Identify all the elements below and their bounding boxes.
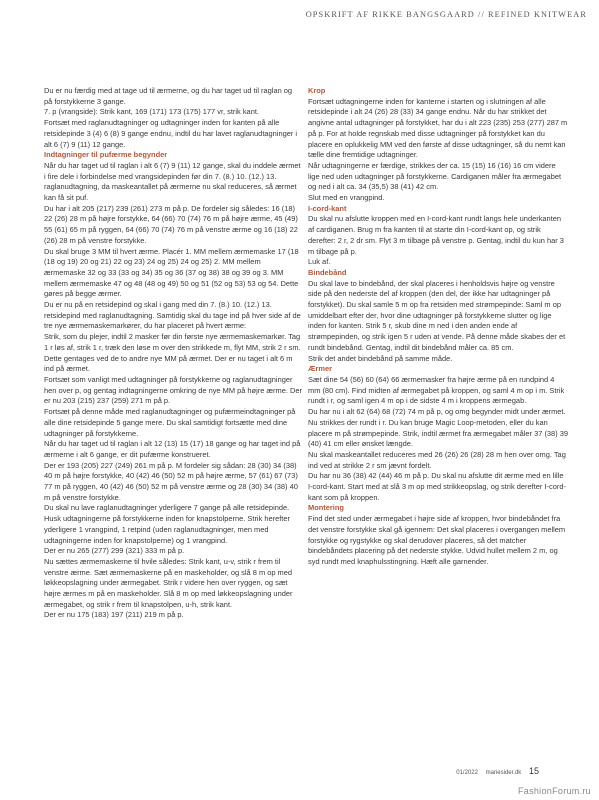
- section-heading: Bindebånd: [308, 267, 347, 277]
- section-heading: Ærmer: [308, 364, 332, 374]
- intro-paragraph: Du er nu færdig med at tage ud til ærmerne, og du har taget ud til raglan og på forstykkerne 3 gange. 7. p (vrangside): Strik kant, 169 (171) 173 (175) 177 vr, strik kant. Fortsæt med raglanudtagninger og udtagninger inden for kanten på alle retsidepinde 3 (4) 6 (8) 9 gange endnu, indtil du har lavet raglanudtagninger i alt 6 (7) 9 (11) 12 gange.: [44, 86, 298, 149]
- page-footer: [456, 766, 539, 776]
- section-heading: I-cord-kant: [308, 203, 347, 213]
- section-heading: Montering: [308, 503, 344, 513]
- section-body: Du skal nu afslutte kroppen med en I-cord-kant rundt langs hele underkanten af cardiganen. Brug m fra kanten til at starte din I-cord-kant op, og strik derefter: 2 r, 2 dr sm. Flyt 3 m tilbage på venstre p. Gentag, indtil du kun har 3 m tilbage på p. Luk af.: [308, 214, 564, 267]
- section-body: Find det sted under ærmegabet i højre side af kroppen, hvor bindebåndet fra det venstre forstykke skal gå igennem: Det skal placeres i overgangen mellem forstykke og rygstykke og skal derudover placeres, så det matcher bindebåndets placering på det nederste stykke. Udvid hullet mellem 2 m, og syd rundt med knaphulsstingning. Hæft alle garnender.: [308, 514, 566, 566]
- page-number: 15: [528, 766, 539, 776]
- section-body: Sæt dine 54 (56) 60 (64) 66 ærmemasker fra højre ærme på en rundpind 4 mm (80 cm). Find midten af ærmegabet på kroppen, og saml 4 m op i m. Strik rundt i r, og saml igen 4 m op i de sidste 4 m i kroppens ærmegab. Du har nu i alt 62 (64) 68 (72) 74 m på p, og omg begynder midt under ærmet. Nu strikkes der rundt i r. Du kan bruge Magic Loop-metoden, eller du kan placere m på strømpepinde. Strik, indtil ærmet fra ærmegabet måler 37 (38) 39 (40) 41 cm eller ønsket længde. Nu skal maskeantallet reduceres med 26 (26) 26 (28) 28 m hen over omg. Tag ind ved at strikke 2 r sm jævnt fordelt. Du har nu 36 (38) 42 (44) 46 m på p. Du skal nu afslutte dit ærme med en lille I-cord-kant. Start med at slå 3 m op med strikkeopslag, og strik derefter I-cord-kant som på kroppen.: [308, 374, 569, 502]
- left-column: [44, 86, 302, 621]
- watermark: FashionForum.ru: [517, 786, 591, 796]
- issue-number: 01/2022: [456, 770, 478, 776]
- section-heading: Krop: [308, 86, 326, 95]
- section-heading: Indtagninger til pufærme begynder: [44, 150, 168, 160]
- section-body: Du skal lave to bindebånd, der skal placeres i henholdsvis højre og venstre side på den nederste del af kroppen (den del, der ikke har udtagninger på forstykket). Du skal samle 5 m op fra retsiden med strømpepinde: Saml m op umiddelbart efter der, hvor dine udtagninger på forstykkerne slutter og lige inden for kanten. Strik 5 r, skub dine m ned i den anden ende af strømpepinden, og strik igen 5 r uden at vende. På denne måde skabes der et rundt bindebånd. Gentag, indtil dit bindebånd måler ca. 85 cm. Strik det andet bindebånd på samme måde.: [308, 278, 566, 363]
- section-body: Når du har taget ud til raglan i alt 6 (7) 9 (11) 12 gange, skal du inddele ærmet i fire dele i forbindelse med vrangsidepinden før din 7. (8.) 10. (12.) 13. raglanudtagning, da maskeantallet på ærmerne nu skal reduceres, så ærmet kan få sit puf. Du har i alt 205 (217) 239 (261) 273 m på p. De fordeler sig således: 16 (18) 22 (26) 28 m på højre forstykke, 64 (66) 70 (74) 76 m på højre ærme, 45 (49) 55 (61) 65 m på ryggen, 64 (66) 70 (74) 76 m på venstre ærme og 16 (18) 22 (26) 28 m på venstre forstykke. Du skal bruge 3 MM til hvert ærme. Placér 1. MM mellem ærmemaske 17 (18 (18 og 19) 20 og 21) 22 og 23) 24 og 25) 24 og 25) 2. MM mellem ærmemaske 32 og 33 (33 og 34) 35 og 36 (37 og 38) 38 og 39 og 3. MM mellem ærmemaske 47 og 48 (48 og 49) 50 og 51 (52 og 53) 53 og 54. Dette gøres på begge ærmer. Du er nu på en retsidepind og skal i gang med din 7. (8.) 10. (12.) 13. retsidepind med raglanudtagning. Samtidig skal du tage ind på hver side af de tre nye ærmemaskemarkører, du har placeret på hvert ærme: Strik, som du plejer, indtil 2 masker før din første nye ærmemaskemarkør. Tag 1 r løs af, strik 1 r, træk den løse m over den strikkede m, flyt MM, strik 2 r sm. Dette gentages ved de to andre nye MM på ærmet. Der er nu taget i alt 6 m ind på ærmet. Fortsæt som vanligt med udtagninger på forstykkerne og raglanudtagninger hen over p, og gentag indtagningerne omkring de nye MM på højre ærme. Der er nu 203 (215) 237 (259) 271 m på p. Fortsæt på denne måde med raglanudtagninger og pufærmeindtagninger på alle dine retsidepinde 5 gange mere. Du skal samtidigt fortsætte med dine udtagninger på forstykkerne. Når du har taget ud til raglan i alt 12 (13) 15 (17) 18 gange og har taget ind på ærmerne i alt 6 gange, er dit pufærme konstrueret. Der er 193 (205) 227 (249) 261 m på p. M fordeler sig sådan: 28 (30) 34 (38) 40 m på højre forstykke, 40 (42) 46 (50) 52 m på højre ærme, 57 (61) 67 (73) 77 m på ryggen, 40 (42) 46 (50) 52 m på venstre ærme og 28 (30) 34 (38) 40 m på venstre forstykke. Du skal nu lave raglanudtagninger yderligere 7 gange på alle retsidepinde. Husk udtagningerne på forstykkerne inden for knapstolperne. Strik herefter yderligere 1 vrangpind, 1 retpind (uden raglanudtagninger, men med udtagningerne inden for knapstolperne) og 1 vrangpind. Der er nu 265 (277) 299 (321) 333 m på p. Nu sættes ærmemaskerne til hvile således: Strik kant, u-v, strik r frem til venstre ærme. Sæt ærmemaskerne på en maskeholder, og slå 8 m op med løkkeopslagning under ærmegabet. Strik r videre hen over ryggen, og sæt højre ærmes m på en maskeholder. Slå 8 m op med løkkeopslagning under ærmegabet, og strik r frem til knapstolpen, u-h, strik kant. Der er nu 175 (183) 197 (211) 219 m på p.: [44, 160, 302, 620]
- right-column: [308, 86, 568, 568]
- site-name: mariesider.dk: [485, 770, 522, 776]
- page-header: OPSKRIFT AF RIKKE BANGSGAARD // REFINED KNITWEAR: [305, 10, 587, 19]
- section-body: Fortsæt udtagningerne inden for kanterne i starten og i slutningen af alle retsidepinde i alt 24 (26) 28 (33) 34 gange endnu. Når du har strikket det angivne antal udtagninger på forstykket, har du i alt 223 (235) 253 (277) 287 m på p. For at holde regnskab med disse udtagninger på forstykket kan du placere en oplukkelig MM ved den første af disse udtagninger, så du nemt kan tælle dine fremtidige udtagninger. Når udtagningerne er færdige, strikkes der ca. 15 (15) 16 (16) 16 cm videre lige ned uden udtagninger på forstykkerne. Cardiganen måler fra ærmegabet og ned i alt ca. 34 (35,5) 38 (41) 42 cm. Slut med en vrangpind.: [308, 96, 568, 203]
